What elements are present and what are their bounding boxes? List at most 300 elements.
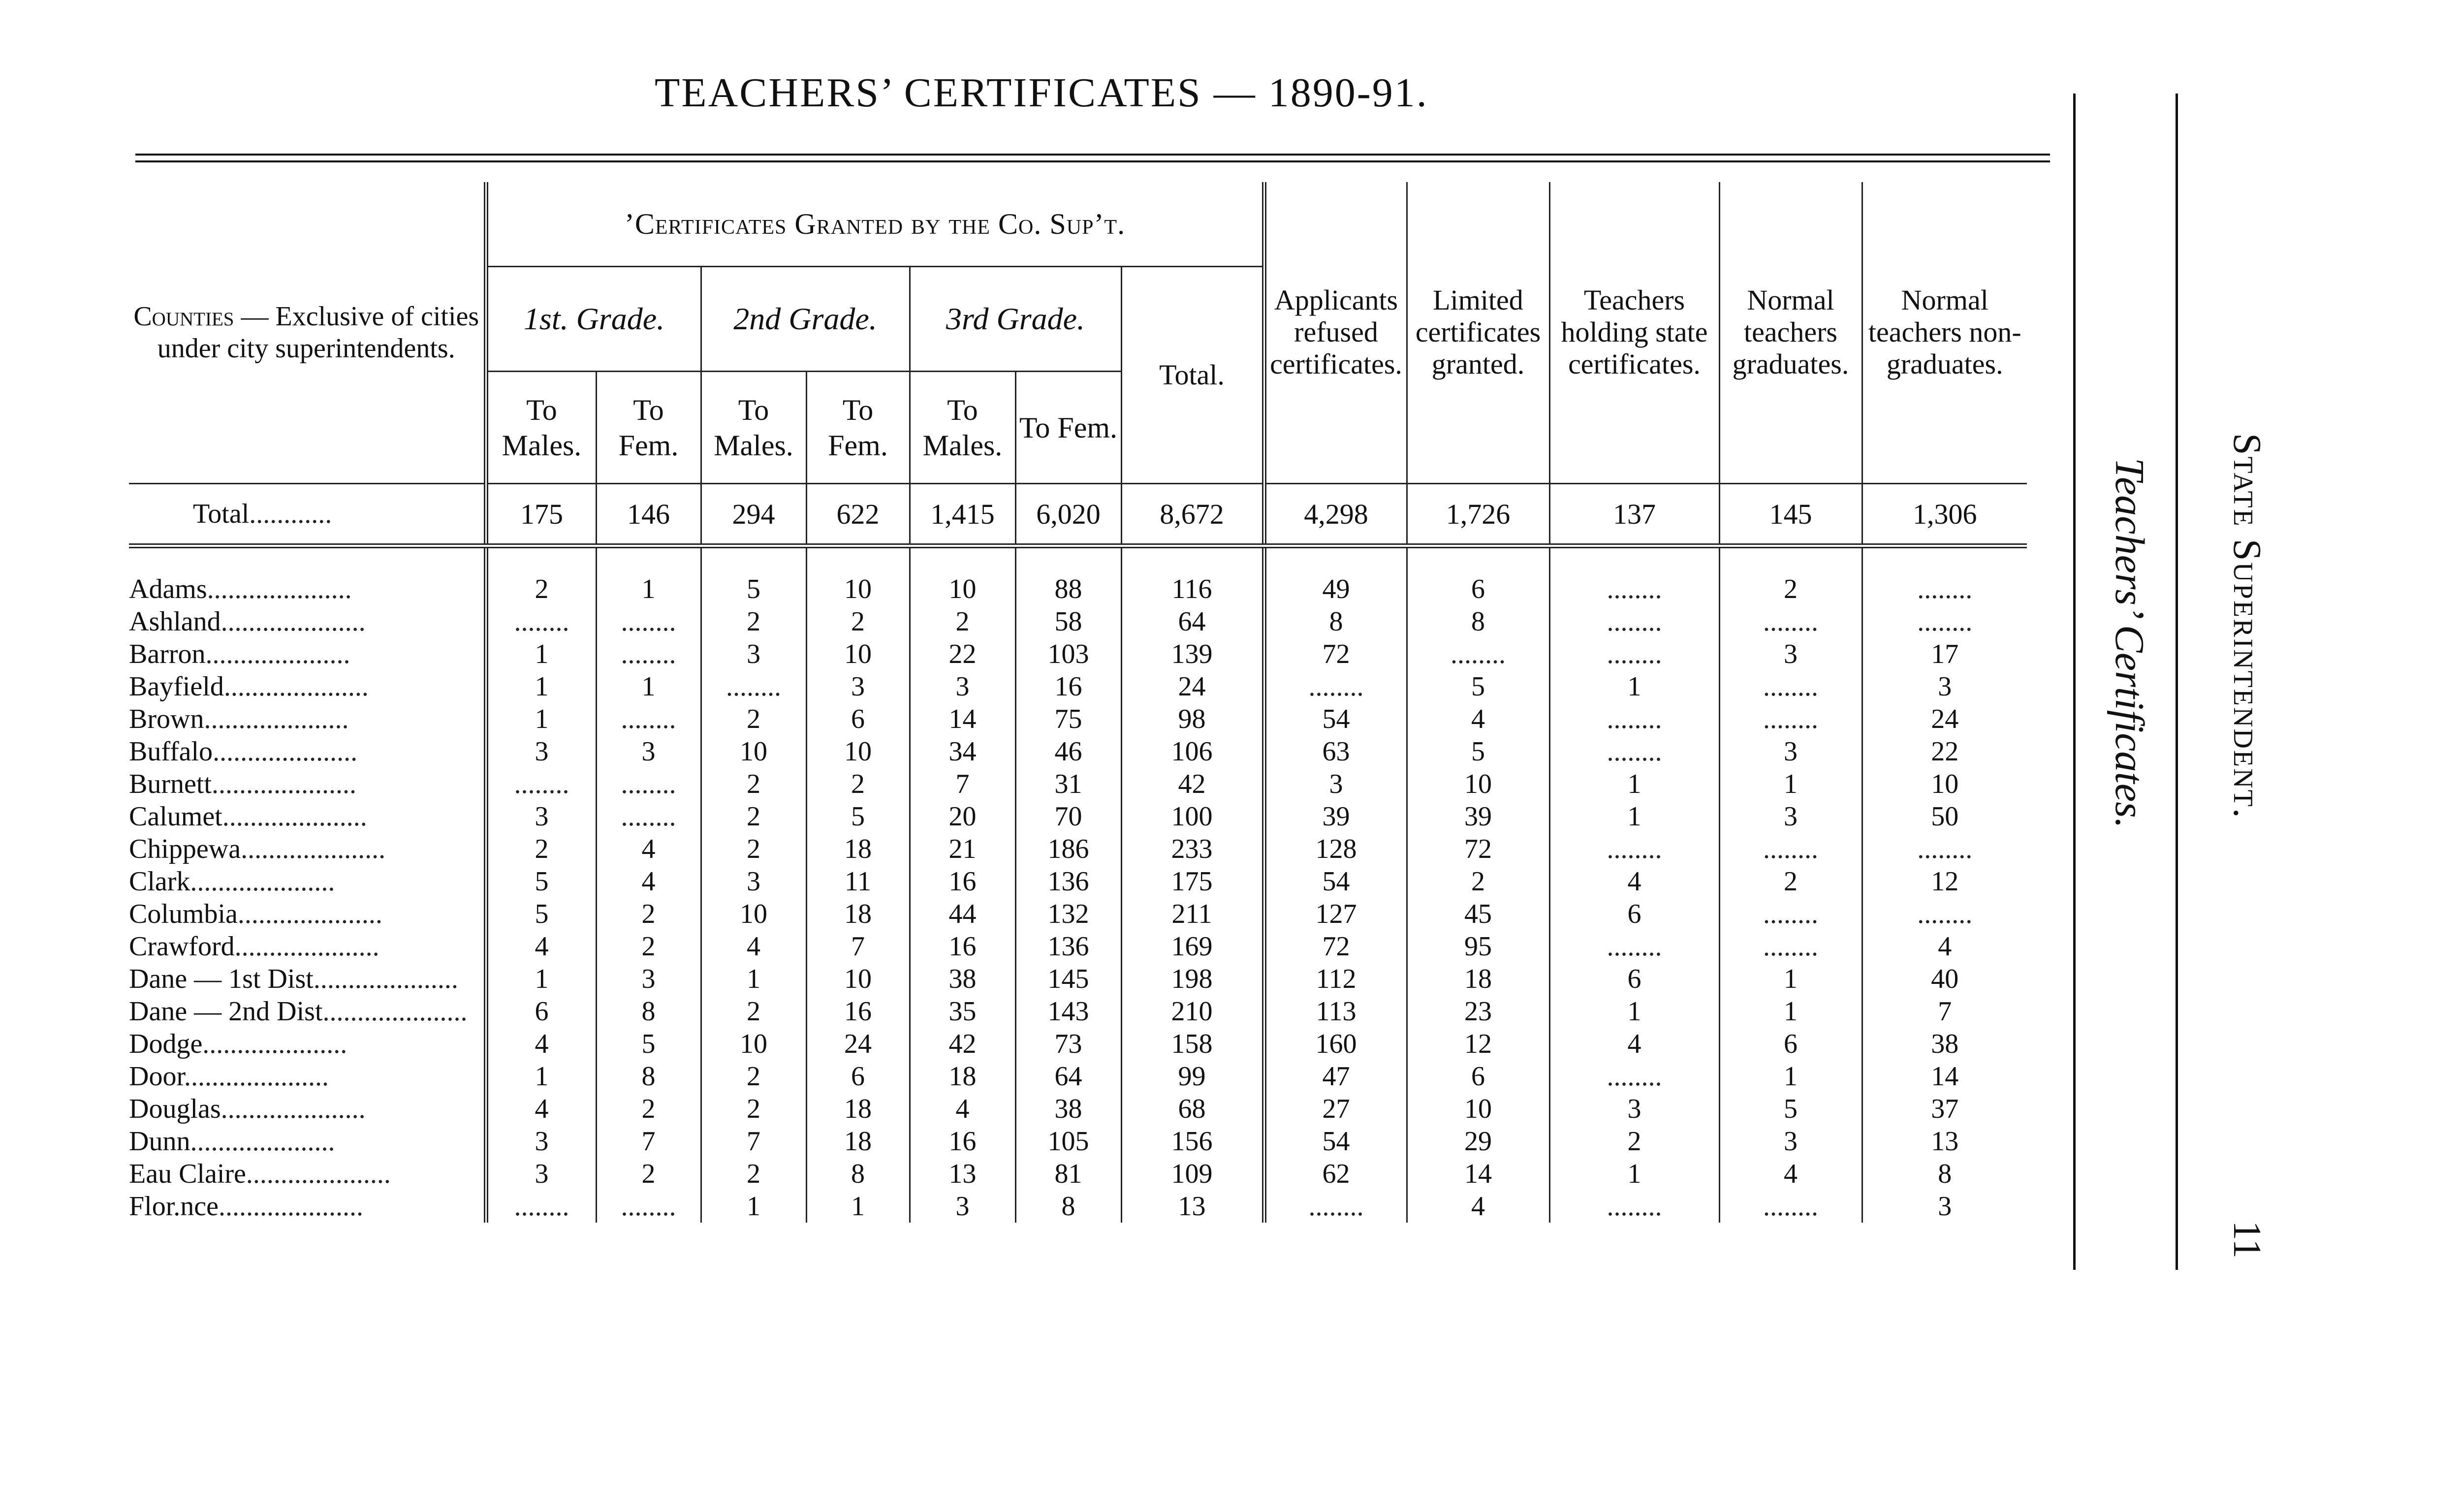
table-cell: 70: [1015, 800, 1121, 833]
table-cell: 38: [1862, 1028, 2027, 1060]
table-cell: 233: [1121, 833, 1264, 865]
table-cell: 3: [1719, 1125, 1862, 1158]
table-cell: 2: [701, 768, 806, 800]
table-cell: 2: [596, 930, 701, 963]
table-cell: 75: [1015, 703, 1121, 735]
table-cell: 68: [1121, 1093, 1264, 1125]
table-cell: 40: [1862, 963, 2027, 995]
county-name: Eau Claire: [129, 1159, 246, 1189]
table-cell: ........: [596, 703, 701, 735]
table-cell: 5: [1407, 670, 1549, 703]
table-cell: 39: [1407, 800, 1549, 833]
table-cell: 12: [1407, 1028, 1549, 1060]
table-cell: 37: [1862, 1093, 2027, 1125]
table-cell: ........: [1407, 638, 1549, 670]
table-cell: 10: [701, 1028, 806, 1060]
normal-graduates-header: Normal teachers graduates.: [1719, 182, 1862, 484]
applicants-refused-header: Applicants refused certificates.: [1264, 182, 1407, 484]
county-name-cell: Dane — 1st Dist.....................: [129, 964, 458, 994]
table-cell: 23: [1407, 995, 1549, 1028]
table-row: [129, 800, 2027, 833]
table-cell: 2: [806, 605, 910, 638]
table-cell: 10: [806, 963, 910, 995]
county-name: Barron: [129, 639, 206, 669]
grade-2-males-header: To Males.: [701, 372, 806, 484]
table-cell: 1: [596, 670, 701, 703]
table-cell: 106: [1121, 735, 1264, 768]
county-name-cell: Chippewa.....................: [129, 834, 386, 864]
table-cell: 1: [1719, 963, 1862, 995]
county-name-cell: Calumet.....................: [129, 801, 367, 832]
table-cell: 54: [1264, 703, 1407, 735]
grade-3-fem-header: To Fem.: [1015, 372, 1121, 484]
county-name-cell: Dane — 2nd Dist.....................: [129, 996, 468, 1027]
table-cell: 2: [1407, 865, 1549, 898]
table-cell: 1: [486, 1060, 596, 1093]
table-cell: 113: [1264, 995, 1407, 1028]
table-cell: 3: [806, 670, 910, 703]
county-name: Dodge: [129, 1029, 203, 1059]
county-name: Buffalo: [129, 736, 213, 767]
county-name: Crawford: [129, 931, 235, 962]
table-cell: 10: [701, 898, 806, 930]
county-name: Clark: [129, 866, 190, 897]
margin-rule-right: [2176, 94, 2178, 1270]
table-cell: 3: [1719, 638, 1862, 670]
county-name: Door: [129, 1061, 184, 1092]
table-cell: 88: [1015, 573, 1121, 605]
table-cell: 49: [1264, 573, 1407, 605]
table-cell: 3: [486, 1125, 596, 1158]
county-name-cell: Ashland.....................: [129, 606, 366, 637]
county-name: Dunn: [129, 1126, 190, 1157]
total-label: Total: [193, 499, 250, 529]
table-cell: 58: [1015, 605, 1121, 638]
table-cell: 2: [701, 605, 806, 638]
table-cell: ........: [1549, 605, 1719, 638]
table-cell: 4: [596, 865, 701, 898]
table-cell: 3: [910, 1190, 1015, 1223]
grade-1-males-header: To Males.: [486, 372, 596, 484]
table-cell: 158: [1121, 1028, 1264, 1060]
table-cell: 5: [486, 898, 596, 930]
table-cell: 3: [486, 800, 596, 833]
county-name-cell: Barron.....................: [129, 639, 350, 669]
county-name-cell: Buffalo.....................: [129, 736, 358, 767]
table-cell: 4: [486, 1093, 596, 1125]
table-cell: 72: [1407, 833, 1549, 865]
county-name: Burnett: [129, 769, 212, 799]
table-cell: 27: [1264, 1093, 1407, 1125]
table-cell: 10: [806, 735, 910, 768]
total-cell: 1,726: [1407, 484, 1549, 546]
table-row: [129, 898, 2027, 930]
table-cell: 24: [1862, 703, 2027, 735]
table-cell: 4: [701, 930, 806, 963]
table-cell: 72: [1264, 638, 1407, 670]
table-cell: 8: [596, 1060, 701, 1093]
table-cell: ........: [701, 670, 806, 703]
county-name-cell: Dunn.....................: [129, 1126, 335, 1157]
table-row: [129, 703, 2027, 735]
table-cell: 186: [1015, 833, 1121, 865]
table-cell: 10: [1407, 1093, 1549, 1125]
table-cell: 109: [1121, 1158, 1264, 1190]
table-cell: 4: [910, 1093, 1015, 1125]
table-cell: 11: [806, 865, 910, 898]
table-cell: 1: [1719, 768, 1862, 800]
table-cell: 139: [1121, 638, 1264, 670]
county-name-cell: Eau Claire.....................: [129, 1159, 391, 1189]
total-cell: 146: [596, 484, 701, 546]
total-label-cell: Total............: [129, 484, 486, 546]
table-cell: 198: [1121, 963, 1264, 995]
table-cell: 62: [1264, 1158, 1407, 1190]
table-cell: 35: [910, 995, 1015, 1028]
table-cell: 22: [910, 638, 1015, 670]
table-cell: 24: [806, 1028, 910, 1060]
table-cell: 2: [596, 1158, 701, 1190]
grade-2-fem-header: To Fem.: [806, 372, 910, 484]
table-cell: 5: [806, 800, 910, 833]
table-cell: 1: [486, 670, 596, 703]
top-rule-2: [135, 160, 2050, 162]
table-cell: ........: [1264, 1190, 1407, 1223]
table-cell: 143: [1015, 995, 1121, 1028]
table-cell: 1: [486, 703, 596, 735]
table-cell: 45: [1407, 898, 1549, 930]
table-cell: 4: [1862, 930, 2027, 963]
table-cell: 22: [1862, 735, 2027, 768]
table-row: [129, 735, 2027, 768]
table-cell: 2: [1719, 865, 1862, 898]
total-cell: 1,415: [910, 484, 1015, 546]
table-cell: ........: [1719, 898, 1862, 930]
county-name: Douglas: [129, 1094, 221, 1124]
table-row: [129, 1190, 2027, 1223]
table-cell: ........: [1719, 670, 1862, 703]
table-cell: 2: [596, 898, 701, 930]
table-cell: 10: [806, 573, 910, 605]
table-cell: 156: [1121, 1125, 1264, 1158]
table-cell: 10: [1862, 768, 2027, 800]
county-name-cell: Dodge.....................: [129, 1029, 347, 1059]
table-cell: 1: [1719, 1060, 1862, 1093]
table-cell: 1: [596, 573, 701, 605]
table-cell: 136: [1015, 865, 1121, 898]
table-cell: 13: [1862, 1125, 2027, 1158]
table-cell: 16: [910, 1125, 1015, 1158]
table-cell: ........: [1549, 1190, 1719, 1223]
table-cell: 128: [1264, 833, 1407, 865]
table-cell: 2: [701, 800, 806, 833]
table-cell: 98: [1121, 703, 1264, 735]
table-cell: 6: [806, 1060, 910, 1093]
county-name-cell: Burnett.....................: [129, 769, 356, 799]
table-cell: ........: [596, 1190, 701, 1223]
table-cell: ........: [1719, 1190, 1862, 1223]
table-cell: 2: [701, 703, 806, 735]
table-cell: 5: [701, 573, 806, 605]
county-name: Adams: [129, 574, 207, 604]
table-cell: 12: [1862, 865, 2027, 898]
county-header-rest: — Exclusive of cities under city superintendents.: [157, 301, 479, 364]
total-cell: 1,306: [1862, 484, 2027, 546]
table-cell: 39: [1264, 800, 1407, 833]
table-cell: 3: [1862, 670, 2027, 703]
table-cell: ........: [596, 800, 701, 833]
table-cell: 99: [1121, 1060, 1264, 1093]
county-name: Columbia: [129, 899, 238, 929]
table-cell: 5: [1719, 1093, 1862, 1125]
table-cell: 6: [1407, 1060, 1549, 1093]
table-cell: 4: [1719, 1158, 1862, 1190]
table-cell: 14: [1862, 1060, 2027, 1093]
table-cell: 10: [910, 573, 1015, 605]
table-cell: 2: [806, 768, 910, 800]
table-cell: 73: [1015, 1028, 1121, 1060]
table-cell: 47: [1264, 1060, 1407, 1093]
table-cell: 4: [1407, 1190, 1549, 1223]
table-cell: 2: [486, 573, 596, 605]
table-cell: 6: [1549, 898, 1719, 930]
table-cell: ........: [486, 1190, 596, 1223]
table-cell: 1: [486, 963, 596, 995]
table-row: [129, 930, 2027, 963]
total-cell: 137: [1549, 484, 1719, 546]
table-cell: 8: [1862, 1158, 2027, 1190]
table-cell: 6: [1549, 963, 1719, 995]
table-cell: 5: [1407, 735, 1549, 768]
table-cell: 10: [701, 735, 806, 768]
county-name-cell: Adams.....................: [129, 574, 352, 604]
table-cell: 8: [1015, 1190, 1121, 1223]
table-cell: 4: [1549, 865, 1719, 898]
side-section-title: Teachers’ Certificates.: [2107, 458, 2152, 828]
table-cell: 8: [1264, 605, 1407, 638]
table-cell: 64: [1121, 605, 1264, 638]
table-cell: 17: [1862, 638, 2027, 670]
table-cell: 7: [806, 930, 910, 963]
table-cell: 2: [701, 833, 806, 865]
table-cell: 3: [596, 963, 701, 995]
table-row: [129, 1125, 2027, 1158]
table-row: [129, 865, 2027, 898]
table-cell: 38: [1015, 1093, 1121, 1125]
page-number: 11: [2225, 1221, 2269, 1259]
table-cell: 18: [806, 898, 910, 930]
table-cell: 103: [1015, 638, 1121, 670]
county-name-cell: Columbia.....................: [129, 899, 382, 929]
table-cell: ........: [1549, 1060, 1719, 1093]
table-cell: 4: [596, 833, 701, 865]
table-cell: 132: [1015, 898, 1121, 930]
certificates-table: [129, 182, 2027, 1223]
table-cell: 3: [1549, 1093, 1719, 1125]
table-cell: 3: [1719, 735, 1862, 768]
grade-2-header: 2nd Grade.: [701, 267, 910, 372]
table-cell: 1: [701, 963, 806, 995]
table-cell: 18: [910, 1060, 1015, 1093]
table-cell: ........: [486, 605, 596, 638]
grade-1-header: 1st. Grade.: [486, 267, 701, 372]
table-cell: 64: [1015, 1060, 1121, 1093]
table-cell: 1: [1549, 670, 1719, 703]
county-name: Flor.nce: [129, 1191, 219, 1222]
table-cell: 7: [701, 1125, 806, 1158]
table-cell: 3: [486, 735, 596, 768]
table-cell: 18: [806, 1125, 910, 1158]
table-cell: 6: [1407, 573, 1549, 605]
normal-non-graduates-header: Normal teachers non-graduates.: [1862, 182, 2027, 484]
table-cell: 34: [910, 735, 1015, 768]
county-header-prefix: Counties: [133, 301, 234, 332]
table-cell: 3: [701, 865, 806, 898]
table-cell: 1: [1549, 800, 1719, 833]
table-cell: 5: [596, 1028, 701, 1060]
table-cell: 211: [1121, 898, 1264, 930]
county-name-cell: Brown.....................: [129, 704, 349, 734]
spacer-row: [129, 546, 2027, 573]
total-cell: 294: [701, 484, 806, 546]
table-cell: 169: [1121, 930, 1264, 963]
table-cell: 210: [1121, 995, 1264, 1028]
table-cell: 54: [1264, 865, 1407, 898]
total-cell: 8,672: [1121, 484, 1264, 546]
table-cell: 50: [1862, 800, 2027, 833]
total-cell: 145: [1719, 484, 1862, 546]
table-cell: 7: [596, 1125, 701, 1158]
limited-certificates-header: Limited certificates granted.: [1407, 182, 1549, 484]
table-cell: 14: [910, 703, 1015, 735]
total-cell: 4,298: [1264, 484, 1407, 546]
table-cell: ........: [1719, 703, 1862, 735]
table-cell: 8: [806, 1158, 910, 1190]
county-name: Dane — 2nd Dist: [129, 996, 323, 1027]
table-cell: 175: [1121, 865, 1264, 898]
table-cell: 3: [910, 670, 1015, 703]
table-cell: 127: [1264, 898, 1407, 930]
table-cell: ........: [1549, 573, 1719, 605]
state-certificates-header: Teachers holding state certificates.: [1549, 182, 1719, 484]
table-cell: 42: [1121, 768, 1264, 800]
table-cell: ........: [596, 768, 701, 800]
table-cell: 29: [1407, 1125, 1549, 1158]
table-cell: 18: [806, 833, 910, 865]
table-cell: 6: [806, 703, 910, 735]
total-row: [129, 484, 2027, 546]
table-row: [129, 995, 2027, 1028]
table-cell: 42: [910, 1028, 1015, 1060]
table-cell: 2: [701, 1093, 806, 1125]
total-cell: 175: [486, 484, 596, 546]
county-name: Ashland: [129, 606, 221, 637]
table-cell: 2: [1719, 573, 1862, 605]
table-cell: 145: [1015, 963, 1121, 995]
table-cell: 2: [1549, 1125, 1719, 1158]
table-cell: 1: [1719, 995, 1862, 1028]
table-cell: 16: [910, 930, 1015, 963]
table-cell: 3: [1264, 768, 1407, 800]
table-cell: ........: [1549, 638, 1719, 670]
table-cell: ........: [596, 605, 701, 638]
table-cell: 16: [1015, 670, 1121, 703]
table-cell: 4: [1549, 1028, 1719, 1060]
table-cell: ........: [1862, 605, 2027, 638]
table-cell: 2: [701, 995, 806, 1028]
table-cell: 13: [910, 1158, 1015, 1190]
table-cell: 1: [1549, 995, 1719, 1028]
certificates-table-wrap: [129, 182, 2027, 1223]
table-cell: 4: [1407, 703, 1549, 735]
table-cell: 13: [1121, 1190, 1264, 1223]
table-cell: 136: [1015, 930, 1121, 963]
table-cell: 1: [1549, 768, 1719, 800]
table-row: [129, 1093, 2027, 1125]
total-cell: 622: [806, 484, 910, 546]
table-cell: 116: [1121, 573, 1264, 605]
table-row: [129, 573, 2027, 605]
table-cell: 24: [1121, 670, 1264, 703]
table-cell: ........: [1264, 670, 1407, 703]
table-cell: ........: [1549, 833, 1719, 865]
table-row: [129, 670, 2027, 703]
table-row: [129, 605, 2027, 638]
margin-rule-left: [2073, 94, 2076, 1270]
table-cell: 72: [1264, 930, 1407, 963]
table-cell: 100: [1121, 800, 1264, 833]
table-cell: 63: [1264, 735, 1407, 768]
table-cell: 4: [486, 1028, 596, 1060]
table-cell: 2: [486, 833, 596, 865]
table-cell: 10: [1407, 768, 1549, 800]
table-cell: 8: [1407, 605, 1549, 638]
table-cell: ........: [1719, 605, 1862, 638]
county-name: Bayfield: [129, 671, 224, 702]
top-rule-1: [135, 154, 2050, 156]
table-cell: 14: [1407, 1158, 1549, 1190]
table-cell: 160: [1264, 1028, 1407, 1060]
county-name-cell: Douglas.....................: [129, 1094, 366, 1124]
table-cell: ........: [1549, 930, 1719, 963]
county-name-cell: Crawford.....................: [129, 931, 379, 962]
table-row: [129, 1028, 2027, 1060]
table-cell: 38: [910, 963, 1015, 995]
grade-1-fem-header: To Fem.: [596, 372, 701, 484]
table-cell: 95: [1407, 930, 1549, 963]
table-cell: 2: [701, 1060, 806, 1093]
table-cell: 112: [1264, 963, 1407, 995]
table-cell: 1: [806, 1190, 910, 1223]
total-column-header: Total.: [1121, 267, 1264, 484]
group-header: ’Certificates Granted by the Co. Sup’t.: [486, 182, 1264, 267]
table-cell: ........: [1862, 898, 2027, 930]
table-cell: 18: [806, 1093, 910, 1125]
county-column-header: [129, 182, 486, 484]
table-cell: 16: [910, 865, 1015, 898]
table-row: [129, 963, 2027, 995]
table-cell: 2: [596, 1093, 701, 1125]
table-cell: 20: [910, 800, 1015, 833]
table-cell: 1: [701, 1190, 806, 1223]
table-cell: 44: [910, 898, 1015, 930]
grade-3-header: 3rd Grade.: [910, 267, 1121, 372]
table-cell: 105: [1015, 1125, 1121, 1158]
table-cell: ........: [486, 768, 596, 800]
table-cell: 1: [486, 638, 596, 670]
table-row: [129, 1060, 2027, 1093]
table-cell: 4: [486, 930, 596, 963]
